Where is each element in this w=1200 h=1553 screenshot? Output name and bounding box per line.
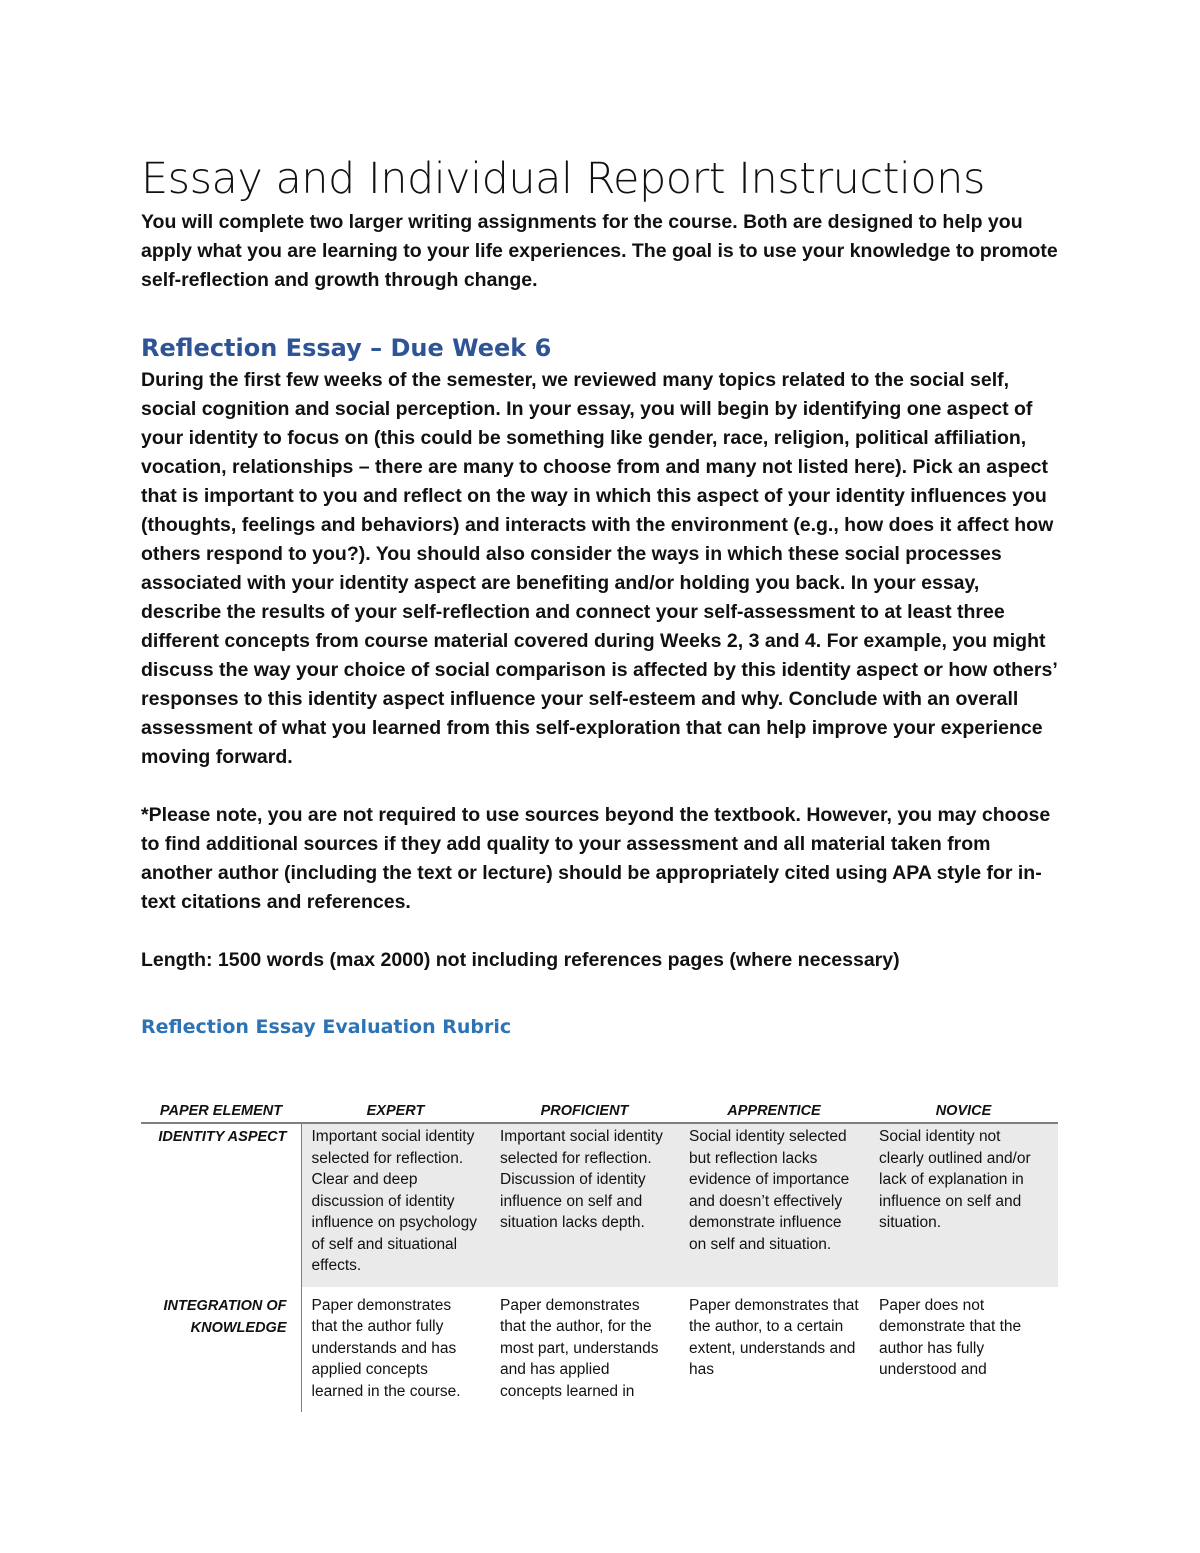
header-proficient: PROFICIENT — [490, 1098, 679, 1123]
header-novice: NOVICE — [869, 1098, 1058, 1123]
document-title: Essay and Individual Report Instructions — [141, 154, 985, 204]
table-cell: Important social identity selected for reflection. Clear and deep discussion of identity influence on psychology of self and situational effects. — [301, 1123, 490, 1287]
table-cell: Paper does not demonstrate that the author has fully understood and — [879, 1296, 1022, 1378]
table-row — [141, 1123, 1058, 1287]
table-cell: Paper demonstrates that the author fully understands and has applied concepts learned in the course. — [311, 1296, 461, 1400]
note-paragraph: *Please note, you are not required to use sources beyond the textbook. However, you may choose to find additional sources if they add quality to your assessment and all material taken from another author (including the text or lecture) should be appropriately cited using APA style for in-text citations and references. — [141, 804, 1051, 913]
table-cell: Important social identity selected for reflection. Discussion of identity influence on self and situation lacks depth. — [490, 1123, 679, 1287]
table-row — [141, 1287, 1058, 1413]
rubric-header-row — [141, 1098, 1058, 1123]
length-paragraph: Length: 1500 words (max 2000) not including references pages (where necessary) — [141, 949, 900, 971]
table-cell: Social identity selected but reflection lacks evidence of importance and doesn’t effectively demonstrate influence on self and situation. — [679, 1123, 869, 1287]
row-element-label: IDENTITY ASPECT — [141, 1123, 301, 1287]
document-content — [141, 150, 1061, 1041]
section-paragraph: During the first few weeks of the semester, we reviewed many topics related to the social self, social cognition and social perception. In your essay, you will begin by identifying one aspect of your identity to focus on (this could be something like gender, race, religion, political affiliation, vocation, relationships – there are many to choose from and many not listed here). Pick an aspect that is important to you and reflect on the way in which this aspect of your identity influences you (thoughts, feelings and behaviors) and interacts with the environment (e.g., how does it affect how others respond to you?). You should also consider the ways in which these social processes associated with your identity aspect are benefiting and/or holding you back. In your essay, describe the results of your self-reflection and connect your self-assessment to at least three different concepts from course material covered during Weeks 2, 3 and 4. For example, you might discuss the way your choice of social comparison is affected by this identity aspect or how others’ responses to this identity aspect influence your self-esteem and why. Conclude with an overall assessment of what you learned from this self-exploration that can help improve your experience moving forward. — [141, 369, 1057, 768]
header-apprentice: APPRENTICE — [679, 1098, 869, 1123]
row-element-label: INTEGRATION OF KNOWLEDGE — [141, 1287, 301, 1413]
table-cell: Social identity not clearly outlined and/or lack of explanation in influence on self and situation. — [869, 1123, 1058, 1287]
intro-paragraph: You will complete two larger writing assignments for the course. Both are designed to help you apply what you are learning to your life experiences. The goal is to use your knowledge to promote self-reflection and growth through change. — [141, 211, 1058, 291]
table-cell: Paper demonstrates that the author, to a certain extent, understands and has — [689, 1296, 859, 1378]
rubric-heading: Reflection Essay Evaluation Rubric — [141, 1016, 512, 1038]
header-expert: EXPERT — [301, 1098, 490, 1123]
header-paper-element: PAPER ELEMENT — [141, 1098, 301, 1123]
rubric-table — [141, 1098, 1058, 1412]
table-cell: Paper demonstrates that the author, for the most part, understands and has applied concepts learned in — [500, 1296, 659, 1400]
section-heading: Reflection Essay – Due Week 6 — [141, 334, 552, 362]
